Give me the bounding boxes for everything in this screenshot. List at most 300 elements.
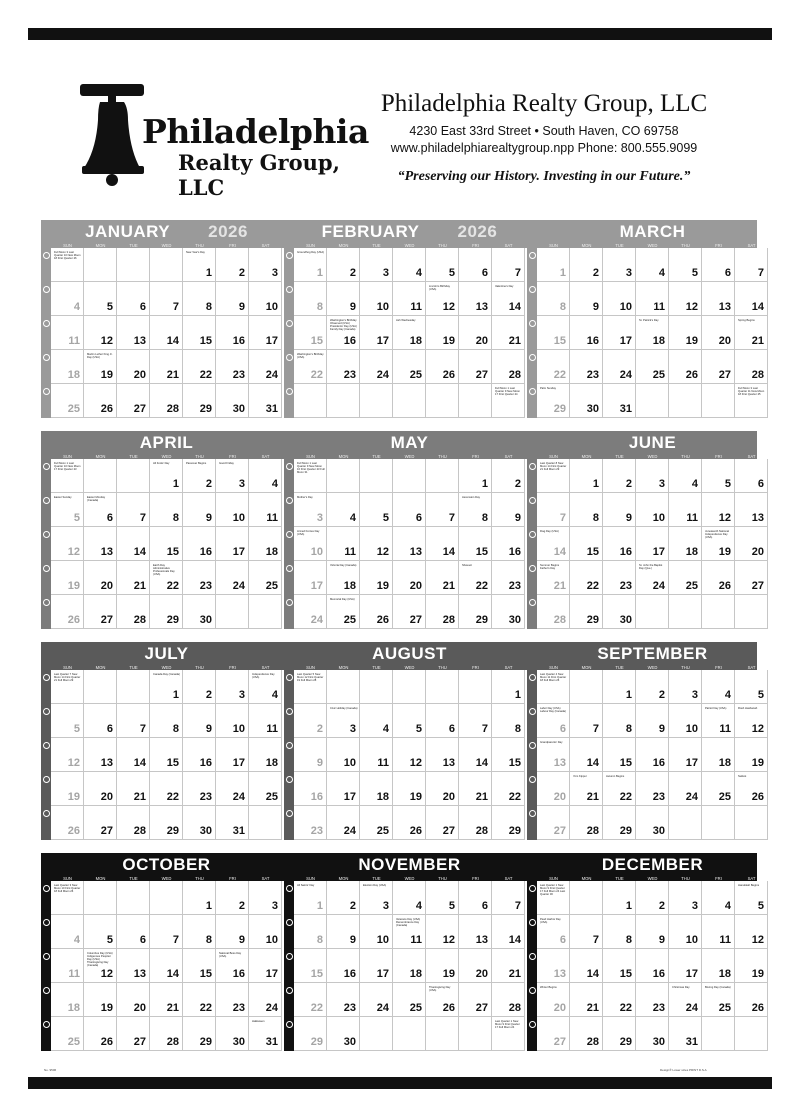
day-cell (216, 493, 249, 527)
day-cell (492, 670, 525, 704)
day-note: Election Day (USA) (363, 884, 387, 887)
day-cell (735, 915, 768, 949)
day-number: 9 (205, 512, 212, 524)
day-cell (51, 1017, 84, 1051)
day-cell (702, 282, 735, 316)
weekday-label: FRI (715, 876, 722, 881)
day-number: 9 (625, 512, 632, 524)
day-cell (150, 670, 183, 704)
day-cell (570, 561, 603, 595)
day-number: 6 (481, 900, 488, 912)
binding-hole-icon (43, 810, 50, 817)
day-number: 28 (508, 1002, 521, 1014)
day-number: 22 (475, 580, 488, 592)
day-cell (735, 282, 768, 316)
day-number: 22 (553, 369, 566, 381)
day-cell (426, 316, 459, 350)
day-cell (327, 1017, 360, 1051)
day-cell (702, 493, 735, 527)
day-cell (459, 350, 492, 384)
day-cell (216, 459, 249, 493)
day-cell (150, 704, 183, 738)
day-number: 1 (559, 267, 566, 279)
day-note: Full Moon 3 Last Quarter 11 New Moon 18 First Quarter 25 (738, 387, 765, 396)
day-cell (636, 738, 669, 772)
company-logo (78, 80, 369, 200)
day-number: 13 (100, 757, 113, 769)
day-number: 14 (553, 546, 566, 558)
day-number: 1 (514, 689, 521, 701)
day-cell (249, 316, 282, 350)
day-number: 30 (619, 614, 632, 626)
day-cell (294, 915, 327, 949)
day-note: Lincoln's Birthday (USA) (429, 285, 450, 291)
day-number: 20 (133, 369, 146, 381)
day-number: 10 (685, 934, 698, 946)
binding-strip (527, 459, 537, 629)
day-cell (570, 915, 603, 949)
binding-hole-icon (529, 885, 536, 892)
day-cell (492, 493, 525, 527)
day-cell (327, 527, 360, 561)
day-cell (183, 949, 216, 983)
day-cell (393, 561, 426, 595)
year-calendar (41, 220, 765, 1070)
weekday-label: SUN (306, 876, 315, 881)
day-cell (150, 983, 183, 1017)
day-cell (84, 384, 117, 418)
day-number: 10 (310, 546, 323, 558)
day-number: 30 (199, 614, 212, 626)
binding-hole-icon (286, 599, 293, 606)
day-number: 29 (310, 1036, 323, 1048)
month-grid (51, 248, 282, 418)
day-cell (216, 704, 249, 738)
binding-hole-icon (286, 565, 293, 572)
day-cell (537, 983, 570, 1017)
day-cell (393, 704, 426, 738)
day-number: 14 (166, 968, 179, 980)
day-cell (570, 282, 603, 316)
day-cell (459, 983, 492, 1017)
day-number: 23 (310, 825, 323, 837)
day-number: 26 (442, 369, 455, 381)
day-number: 12 (751, 934, 764, 946)
day-number: 12 (442, 934, 455, 946)
day-number: 15 (166, 546, 179, 558)
day-number: 16 (232, 968, 245, 980)
day-cell (360, 350, 393, 384)
binding-hole-icon (286, 497, 293, 504)
day-number: 19 (751, 968, 764, 980)
day-number: 9 (592, 301, 599, 313)
logo-line1: Philadelphia (142, 112, 369, 151)
quarter-block (41, 220, 765, 418)
day-number: 4 (415, 900, 422, 912)
day-cell (294, 1017, 327, 1051)
day-note: Victoria Day (Canada) (330, 564, 357, 567)
day-cell (669, 881, 702, 915)
day-number: 12 (67, 757, 80, 769)
day-number: 2 (349, 900, 356, 912)
day-number: 15 (586, 546, 599, 558)
day-note: Last Quarter 5 New Moon 12 First Quarter 19 Full Moon 28 (297, 673, 324, 682)
day-cell (117, 881, 150, 915)
weekday-label: SAT (261, 243, 270, 248)
day-number: 23 (343, 1002, 356, 1014)
binding-hole-icon (529, 463, 536, 470)
day-cell (249, 595, 282, 629)
day-cell (735, 493, 768, 527)
day-cell (249, 561, 282, 595)
day-number: 23 (652, 791, 665, 803)
day-note: Last Quarter 3 New Moon 10 First Quarter 18 Full Moon 26 (54, 884, 81, 893)
day-number: 22 (166, 791, 179, 803)
day-cell (249, 772, 282, 806)
day-number: 16 (232, 335, 245, 347)
binding-hole-icon (286, 885, 293, 892)
day-note: Last Quarter 7 New Moon 14 First Quarter 21 Full Moon 29 (54, 673, 81, 682)
day-cell (150, 806, 183, 840)
day-number: 5 (724, 478, 731, 490)
day-cell (183, 915, 216, 949)
day-number: 19 (409, 791, 422, 803)
day-number: 28 (508, 369, 521, 381)
day-cell (492, 316, 525, 350)
day-cell (393, 670, 426, 704)
day-cell (570, 704, 603, 738)
day-cell (294, 881, 327, 915)
day-number: 15 (199, 968, 212, 980)
binding-hole-icon (529, 388, 536, 395)
day-cell (702, 1017, 735, 1051)
day-cell (327, 384, 360, 418)
day-cell (570, 983, 603, 1017)
day-note: Rosh Hashanah (738, 707, 758, 710)
day-cell (117, 949, 150, 983)
day-cell (360, 772, 393, 806)
weekday-label: WED (161, 454, 172, 459)
day-cell (51, 248, 84, 282)
weekday-label: THU (195, 876, 204, 881)
day-cell (459, 772, 492, 806)
day-number: 8 (316, 301, 323, 313)
day-cell (327, 949, 360, 983)
day-number: 11 (377, 757, 389, 769)
day-number: 24 (685, 1002, 698, 1014)
day-cell (702, 595, 735, 629)
binding-hole-icon (529, 320, 536, 327)
day-cell (183, 493, 216, 527)
weekday-label: WED (404, 454, 415, 459)
day-cell (150, 384, 183, 418)
day-cell (492, 459, 525, 493)
day-number: 21 (475, 791, 488, 803)
day-cell (492, 704, 525, 738)
weekday-label: WED (647, 876, 658, 881)
binding-hole-icon (43, 776, 50, 783)
day-number: 4 (724, 900, 731, 912)
day-cell (426, 670, 459, 704)
day-note: St. John the Baptist Day (Que.) (639, 564, 663, 570)
day-number: 19 (376, 580, 389, 592)
day-number: 13 (553, 757, 566, 769)
binding-hole-icon (43, 674, 50, 681)
day-number: 10 (652, 512, 665, 524)
weekday-label: SAT (504, 243, 513, 248)
weekday-label: MON (338, 665, 349, 670)
day-cell (294, 806, 327, 840)
day-cell (360, 384, 393, 418)
day-cell (603, 670, 636, 704)
day-number: 2 (658, 900, 665, 912)
day-note: Valentine's Day (495, 285, 514, 288)
month-name: MAY (390, 433, 429, 452)
day-number: 28 (166, 1036, 179, 1048)
day-cell (603, 881, 636, 915)
day-number: 21 (133, 580, 146, 592)
footer-right: Design® Lower sizes PRINT D.S.A (660, 1068, 707, 1072)
day-note: Last Quarter 8 New Moon 14 First Quarter 21 Full Moon 29 (540, 462, 567, 471)
weekday-label: WED (404, 243, 415, 248)
day-number: 17 (310, 580, 323, 592)
month-year: 2026 (208, 222, 248, 241)
binding-strip (41, 881, 51, 1051)
day-number: 28 (475, 825, 488, 837)
day-cell (492, 806, 525, 840)
day-number: 9 (349, 301, 356, 313)
day-number: 13 (100, 546, 113, 558)
company-info (364, 90, 724, 185)
day-cell (537, 949, 570, 983)
day-cell (51, 806, 84, 840)
quarter-header-band (41, 853, 757, 881)
day-number: 16 (343, 335, 356, 347)
day-cell (216, 949, 249, 983)
binding-hole-icon (286, 286, 293, 293)
weekday-label: TUE (129, 665, 138, 670)
binding-hole-icon (529, 674, 536, 681)
day-cell (426, 704, 459, 738)
day-number: 12 (100, 968, 113, 980)
day-cell (117, 316, 150, 350)
day-cell (84, 983, 117, 1017)
day-number: 30 (232, 403, 245, 415)
day-cell (117, 248, 150, 282)
binding-hole-icon (43, 252, 50, 259)
day-cell (150, 915, 183, 949)
day-cell (150, 316, 183, 350)
day-number: 11 (719, 934, 731, 946)
binding-hole-icon (529, 1021, 536, 1028)
day-cell (294, 248, 327, 282)
day-cell (360, 493, 393, 527)
day-cell (459, 595, 492, 629)
day-number: 29 (586, 614, 599, 626)
weekday-label: MON (581, 665, 592, 670)
day-cell (183, 670, 216, 704)
day-cell (426, 881, 459, 915)
quarter-block (41, 642, 764, 840)
day-number: 31 (265, 1036, 278, 1048)
day-number: 7 (514, 900, 521, 912)
month-grid (294, 670, 525, 840)
day-number: 2 (592, 267, 599, 279)
day-number: 19 (751, 757, 764, 769)
day-note: Full Moon 1 Last Quarter 9 New Moon 17 First Quarter 24 (495, 387, 520, 396)
weekday-label: SAT (747, 454, 756, 459)
day-number: 28 (442, 614, 455, 626)
day-cell (537, 772, 570, 806)
day-number: 16 (310, 791, 323, 803)
day-number: 12 (718, 512, 731, 524)
day-number: 26 (718, 580, 731, 592)
day-cell (702, 949, 735, 983)
month-grid (537, 459, 768, 629)
day-number: 30 (232, 1036, 245, 1048)
day-number: 22 (166, 580, 179, 592)
day-number: 20 (718, 335, 731, 347)
day-number: 26 (100, 403, 113, 415)
day-cell (669, 282, 702, 316)
month-name: DECEMBER (601, 855, 704, 874)
day-cell (183, 282, 216, 316)
day-cell (669, 1017, 702, 1051)
weekday-label: WED (647, 454, 658, 459)
day-cell (294, 384, 327, 418)
weekday-label: WED (161, 243, 172, 248)
binding-hole-icon (529, 599, 536, 606)
day-number: 6 (139, 934, 146, 946)
day-number: 30 (343, 1036, 356, 1048)
day-number: 18 (265, 546, 278, 558)
day-number: 24 (232, 580, 245, 592)
day-number: 14 (586, 757, 599, 769)
day-cell (669, 806, 702, 840)
binding-hole-icon (43, 1021, 50, 1028)
day-cell (294, 772, 327, 806)
day-cell (426, 350, 459, 384)
weekday-label: MON (95, 454, 106, 459)
day-cell (294, 350, 327, 384)
day-cell (570, 384, 603, 418)
day-cell (735, 459, 768, 493)
day-number: 7 (592, 934, 599, 946)
day-cell (183, 772, 216, 806)
day-cell (603, 561, 636, 595)
day-cell (636, 806, 669, 840)
day-cell (249, 527, 282, 561)
day-cell (570, 316, 603, 350)
day-cell (669, 704, 702, 738)
day-cell (117, 493, 150, 527)
month-title (537, 220, 768, 242)
day-number: 26 (685, 369, 698, 381)
weekday-label: SUN (549, 876, 558, 881)
day-cell (393, 595, 426, 629)
day-cell (327, 983, 360, 1017)
month-title (51, 853, 282, 875)
day-number: 11 (68, 335, 80, 347)
day-number: 16 (586, 335, 599, 347)
month-name: JUNE (628, 433, 677, 452)
day-cell (537, 527, 570, 561)
day-number: 17 (232, 757, 245, 769)
day-cell (249, 1017, 282, 1051)
day-cell (327, 248, 360, 282)
weekday-label: SUN (306, 243, 315, 248)
day-cell (426, 282, 459, 316)
day-number: 1 (316, 267, 323, 279)
day-number: 1 (205, 267, 212, 279)
day-cell (51, 915, 84, 949)
day-cell (669, 350, 702, 384)
day-cell (117, 983, 150, 1017)
day-number: 14 (586, 968, 599, 980)
day-cell (150, 282, 183, 316)
day-cell (669, 493, 702, 527)
month-name: FEBRUARY (321, 222, 420, 241)
day-number: 31 (265, 403, 278, 415)
day-note: Earth Day Administrative Professionals Day (USA) (153, 564, 175, 576)
binding-hole-icon (286, 354, 293, 361)
weekday-label: THU (438, 665, 447, 670)
day-number: 24 (619, 369, 632, 381)
day-number: 5 (757, 689, 764, 701)
day-cell (294, 738, 327, 772)
weekday-label: FRI (472, 243, 479, 248)
day-cell (636, 1017, 669, 1051)
month-grid (294, 459, 525, 629)
day-number: 14 (508, 934, 521, 946)
day-cell (360, 704, 393, 738)
day-cell (492, 1017, 525, 1051)
day-cell (360, 1017, 393, 1051)
day-number: 17 (376, 968, 389, 980)
day-number: 16 (508, 546, 521, 558)
day-number: 27 (553, 825, 566, 837)
day-cell (492, 248, 525, 282)
month-name: AUGUST (372, 644, 447, 663)
day-cell (294, 670, 327, 704)
day-cell (492, 595, 525, 629)
day-number: 24 (310, 614, 323, 626)
day-number: 18 (409, 335, 422, 347)
day-number: 18 (265, 757, 278, 769)
day-cell (636, 704, 669, 738)
day-number: 8 (625, 934, 632, 946)
day-number: 13 (475, 934, 488, 946)
weekday-label: FRI (715, 454, 722, 459)
weekday-label: MON (95, 876, 106, 881)
day-cell (84, 806, 117, 840)
day-cell (294, 949, 327, 983)
day-note: Shavuot (462, 564, 472, 567)
binding-hole-icon (286, 776, 293, 783)
day-cell (570, 595, 603, 629)
day-number: 25 (409, 369, 422, 381)
day-number: 9 (238, 934, 245, 946)
day-cell (636, 561, 669, 595)
day-number: 19 (718, 546, 731, 558)
day-cell (117, 561, 150, 595)
day-number: 23 (199, 791, 212, 803)
day-number: 27 (100, 825, 113, 837)
day-cell (216, 738, 249, 772)
day-cell (294, 527, 327, 561)
weekday-label: THU (681, 243, 690, 248)
day-number: 25 (67, 1036, 80, 1048)
